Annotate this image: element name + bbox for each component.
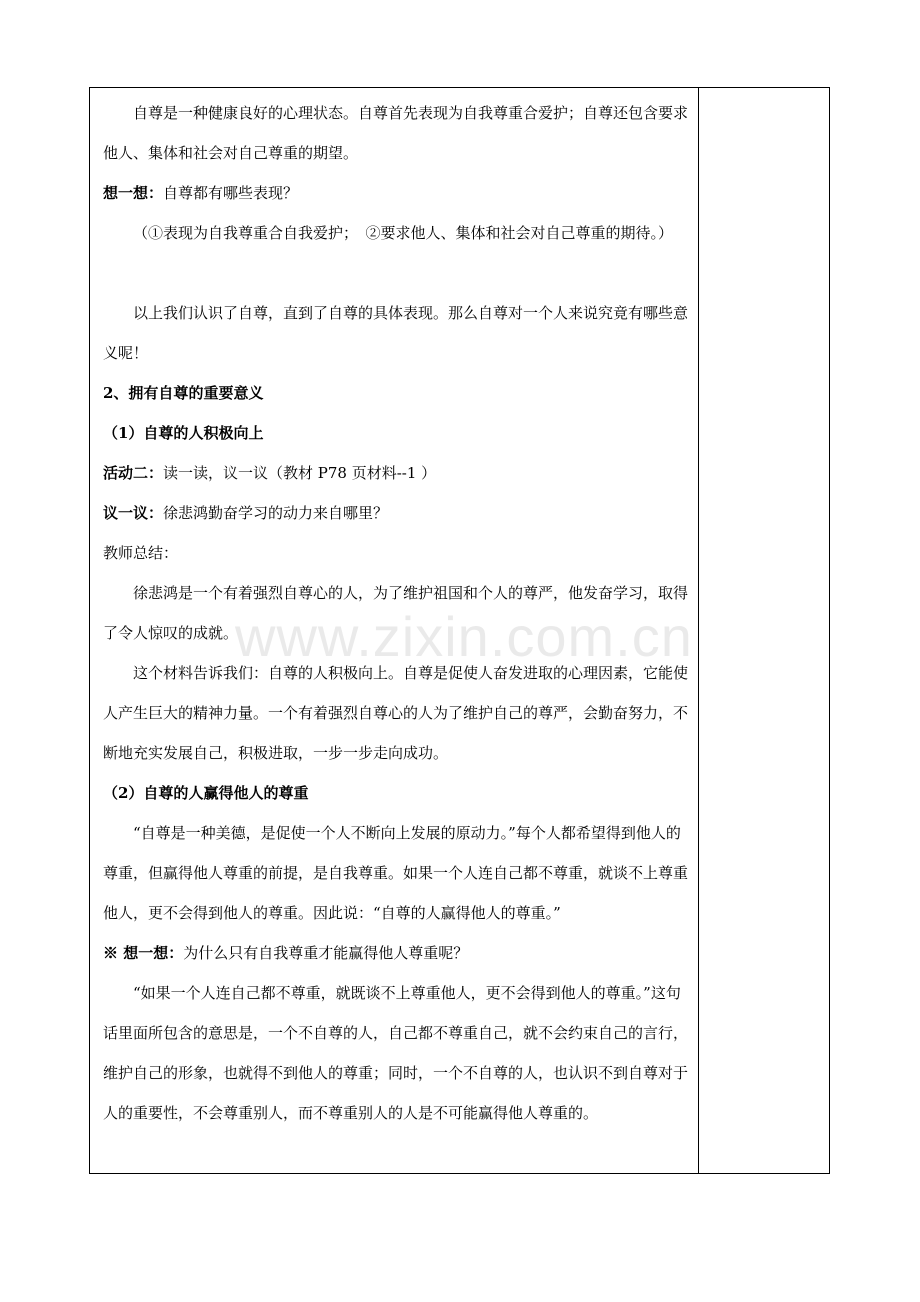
explanation-paragraph: “如果一个人连自己都不尊重，就既谈不上尊重他人，更不会得到他人的尊重。”这句话里面所包含的意思是，一个不自尊的人，自己都不尊重自己，就不会约束自己的言行，维护自己的形象，也就得不到他人的尊重；同时，一个不自尊的人，也认识不到自尊对于人的重要性，不会尊重别人，而不尊重别人的人是不可能赢得他人尊重的。 (103, 984, 689, 1122)
discuss-label: 议一议： (103, 504, 164, 522)
teacher-summary-label: 教师总结： (103, 544, 179, 562)
paragraph-self-respect-definition: 自尊是一种健康良好的心理状态。自尊首先表现为自我尊重合爱护；自尊还包含要求他人、集体和社会对自己尊重的期望。 (103, 104, 689, 162)
subheading-1: （1）自尊的人积极向上 (103, 424, 264, 442)
activity-label: 活动二： (103, 464, 164, 482)
section-heading-2: 2、拥有自尊的重要意义 (103, 384, 264, 402)
notes-column (699, 88, 829, 1173)
virtue-paragraph: “自尊是一种美德，是促使一个人不断向上发展的原动力。”每个人都希望得到他人的尊重，但赢得他人尊重的前提，是自我尊重。如果一个人连自己都不尊重，就谈不上尊重他人，更不会得到他人的尊重。因此说：“自尊的人赢得他人的尊重。” (103, 824, 689, 922)
xu-beihong-paragraph: 徐悲鸿是一个有着强烈自尊心的人，为了维护祖国和个人的尊严，他发奋学习，取得了令人惊叹的成就。 (103, 584, 689, 642)
activity-text: 读一读，议一议（教材 P78 页材料--1 ） (163, 464, 437, 482)
think-text: 自尊都有哪些表现？ (163, 184, 299, 202)
activity-two (103, 453, 693, 493)
think-label-2: ※ 想一想： (103, 944, 184, 962)
discuss-question (103, 493, 693, 533)
think-question-2 (103, 933, 693, 973)
subheading-2: （2）自尊的人赢得他人的尊重 (103, 784, 309, 802)
watermark: www.zixin.com.cn (235, 605, 693, 668)
material-conclusion-paragraph: 这个材料告诉我们：自尊的人积极向上。自尊是促使人奋发进取的心理因素，它能使人产生巨大的精神力量。一个有着强烈自尊心的人为了维护自己的尊严，会勤奋努力，不断地充实发展自己，积极进取，一步一步走向成功。 (103, 664, 689, 762)
think-question-1 (103, 173, 693, 213)
transition-paragraph: 以上我们认识了自尊，直到了自尊的具体表现。那么自尊对一个人来说究竟有哪些意义呢！ (103, 304, 689, 362)
think-label: 想一想： (103, 184, 164, 202)
think-text-2: 为什么只有自我尊重才能赢得他人尊重呢？ (183, 944, 469, 962)
discuss-text: 徐悲鸿勤奋学习的动力来自哪里？ (163, 504, 389, 522)
answer-paragraph: （①表现为自我尊重合自我爱护； ②要求他人、集体和社会对自己尊重的期待。） (133, 224, 674, 242)
